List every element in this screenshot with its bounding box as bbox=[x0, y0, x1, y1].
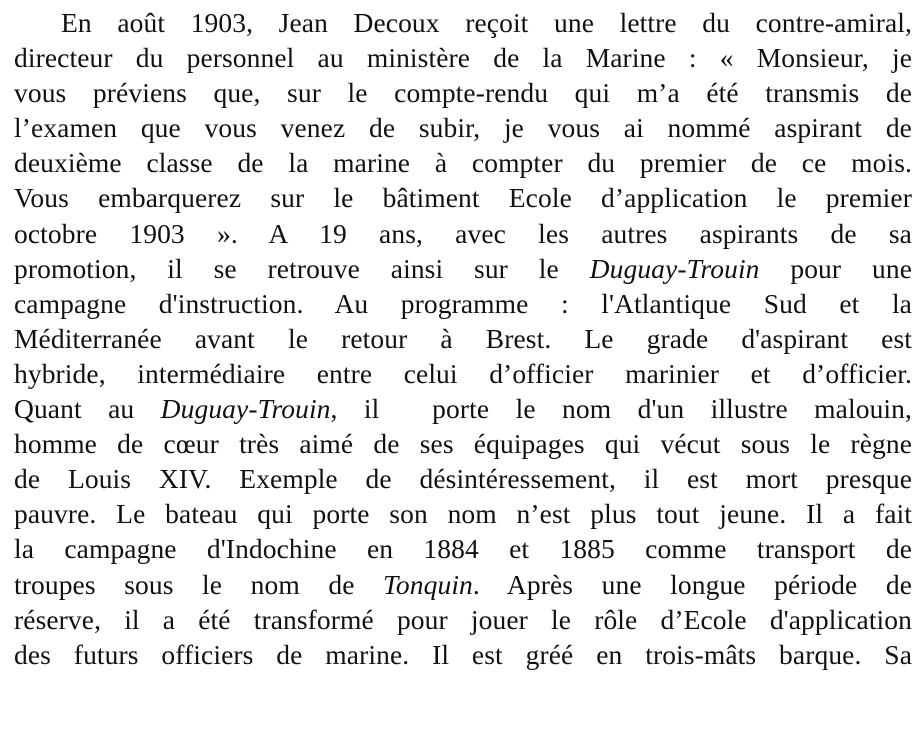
text-line bbox=[14, 180, 912, 215]
text-run: En août 1903, Jean Decoux reçoit une lettre du contre-amiral, bbox=[61, 7, 912, 38]
text-run: hybride, intermédiaire entre celui d’officier marinier et d’officier. bbox=[14, 357, 912, 389]
body-paragraph bbox=[14, 5, 912, 672]
text-run: des futurs officiers de marine. Il est gréé en trois-mâts barque. Sa bbox=[14, 638, 912, 670]
text-line bbox=[14, 75, 912, 110]
text-line bbox=[14, 216, 912, 251]
text-line bbox=[14, 356, 912, 391]
text-line bbox=[14, 251, 912, 286]
text-line bbox=[14, 5, 912, 40]
text-line bbox=[14, 391, 912, 426]
text-run: réserve, il a été transformé pour jouer le rôle d’Ecole d'application bbox=[14, 603, 912, 635]
text-line bbox=[14, 40, 912, 75]
text-line bbox=[14, 321, 912, 356]
text-run: homme de cœur très aimé de ses équipages qui vécut sous le règne bbox=[14, 428, 912, 460]
text-line bbox=[14, 426, 912, 461]
text-line bbox=[14, 110, 912, 145]
text-line bbox=[14, 602, 912, 637]
text-run: deuxième classe de la marine à compter du premier de ce mois. bbox=[14, 147, 912, 179]
text-run: la campagne d'Indochine en 1884 et 1885 comme transport de bbox=[14, 533, 912, 565]
ship-name-italic: Duguay-Trouin bbox=[160, 393, 331, 425]
text-run: de Louis XIV. Exemple de désintéressement, il est mort presque bbox=[14, 463, 912, 495]
text-line bbox=[14, 567, 912, 602]
ship-name-italic: Duguay-Trouin bbox=[589, 252, 760, 284]
text-run: promotion, il se retrouve ainsi sur le bbox=[14, 252, 590, 284]
text-run: directeur du personnel au ministère de la Marine : « Monsieur, je bbox=[14, 42, 912, 74]
text-run: . Après une longue période de bbox=[472, 568, 913, 600]
text-line bbox=[14, 496, 912, 531]
text-line bbox=[14, 145, 912, 180]
text-run: , il porte le nom d'un illustre malouin, bbox=[330, 393, 912, 425]
text-run: campagne d'instruction. Au programme : l'Atlantique Sud et la bbox=[14, 287, 912, 319]
text-line bbox=[14, 286, 912, 321]
text-run: octobre 1903 ». A 19 ans, avec les autres aspirants de sa bbox=[14, 217, 912, 249]
text-line bbox=[14, 637, 912, 672]
text-run: Méditerranée avant le retour à Brest. Le grade d'aspirant est bbox=[14, 322, 912, 354]
ship-name-italic: Tonquin bbox=[383, 568, 473, 600]
text-run: pauvre. Le bateau qui porte son nom n’est plus tout jeune. Il a fait bbox=[14, 498, 912, 530]
text-line bbox=[14, 531, 912, 566]
text-run: Quant au bbox=[14, 393, 161, 425]
text-run: Vous embarquerez sur le bâtiment Ecole d’application le premier bbox=[14, 182, 912, 214]
text-run: pour une bbox=[759, 252, 912, 284]
text-line bbox=[14, 461, 912, 496]
text-run: vous préviens que, sur le compte-rendu qui m’a été transmis de bbox=[14, 77, 912, 109]
text-run: l’examen que vous venez de subir, je vous ai nommé aspirant de bbox=[14, 112, 912, 144]
text-run: troupes sous le nom de bbox=[14, 568, 384, 600]
